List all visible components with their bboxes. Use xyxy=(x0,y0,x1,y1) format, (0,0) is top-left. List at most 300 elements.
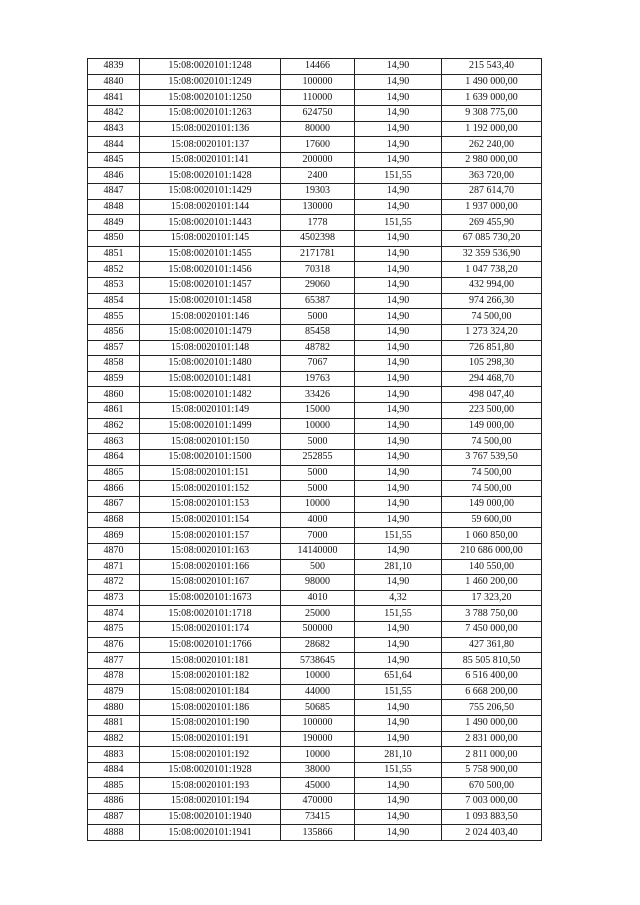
area-cell: 4000 xyxy=(281,512,355,528)
cadastral-number-cell: 15:08:0020101:150 xyxy=(140,434,281,450)
cadastral-number-cell: 15:08:0020101:192 xyxy=(140,747,281,763)
rate-cell: 14,90 xyxy=(355,434,442,450)
area-cell: 500000 xyxy=(281,622,355,638)
rate-cell: 14,90 xyxy=(355,137,442,153)
value-cell: 32 359 536,90 xyxy=(442,246,542,262)
value-cell: 670 500,00 xyxy=(442,778,542,794)
value-cell: 363 720,00 xyxy=(442,168,542,184)
table-row xyxy=(88,90,542,106)
table-row xyxy=(88,512,542,528)
cadastral-number-cell: 15:08:0020101:1479 xyxy=(140,324,281,340)
rate-cell: 14,90 xyxy=(355,184,442,200)
cadastral-number-cell: 15:08:0020101:1263 xyxy=(140,105,281,121)
rate-cell: 14,90 xyxy=(355,246,442,262)
row-number-cell: 4844 xyxy=(88,137,140,153)
area-cell: 4010 xyxy=(281,590,355,606)
cadastral-number-cell: 15:08:0020101:1673 xyxy=(140,590,281,606)
table-row xyxy=(88,747,542,763)
value-cell: 74 500,00 xyxy=(442,481,542,497)
cadastral-number-cell: 15:08:0020101:136 xyxy=(140,121,281,137)
value-cell: 3 788 750,00 xyxy=(442,606,542,622)
rate-cell: 14,90 xyxy=(355,340,442,356)
area-cell: 19763 xyxy=(281,371,355,387)
row-number-cell: 4883 xyxy=(88,747,140,763)
cadastral-number-cell: 15:08:0020101:1499 xyxy=(140,418,281,434)
cadastral-number-cell: 15:08:0020101:145 xyxy=(140,231,281,247)
cadastral-number-cell: 15:08:0020101:1443 xyxy=(140,215,281,231)
rate-cell: 151,55 xyxy=(355,762,442,778)
table-row xyxy=(88,356,542,372)
row-number-cell: 4846 xyxy=(88,168,140,184)
cadastral-number-cell: 15:08:0020101:1456 xyxy=(140,262,281,278)
value-cell: 974 266,30 xyxy=(442,293,542,309)
row-number-cell: 4871 xyxy=(88,559,140,575)
row-number-cell: 4875 xyxy=(88,622,140,638)
rate-cell: 281,10 xyxy=(355,559,442,575)
row-number-cell: 4880 xyxy=(88,700,140,716)
value-cell: 215 543,40 xyxy=(442,59,542,75)
row-number-cell: 4882 xyxy=(88,731,140,747)
value-cell: 5 758 900,00 xyxy=(442,762,542,778)
cadastral-number-cell: 15:08:0020101:174 xyxy=(140,622,281,638)
table-row xyxy=(88,262,542,278)
area-cell: 25000 xyxy=(281,606,355,622)
area-cell: 48782 xyxy=(281,340,355,356)
table-row xyxy=(88,293,542,309)
cadastral-number-cell: 15:08:0020101:1718 xyxy=(140,606,281,622)
row-number-cell: 4841 xyxy=(88,90,140,106)
row-number-cell: 4884 xyxy=(88,762,140,778)
row-number-cell: 4849 xyxy=(88,215,140,231)
area-cell: 98000 xyxy=(281,575,355,591)
value-cell: 1 490 000,00 xyxy=(442,74,542,90)
row-number-cell: 4862 xyxy=(88,418,140,434)
cadastral-number-cell: 15:08:0020101:1457 xyxy=(140,277,281,293)
rate-cell: 14,90 xyxy=(355,356,442,372)
rate-cell: 14,90 xyxy=(355,309,442,325)
cadastral-number-cell: 15:08:0020101:1249 xyxy=(140,74,281,90)
value-cell: 9 308 775,00 xyxy=(442,105,542,121)
rate-cell: 14,90 xyxy=(355,715,442,731)
table-row xyxy=(88,762,542,778)
table-row xyxy=(88,371,542,387)
rate-cell: 14,90 xyxy=(355,700,442,716)
table-row xyxy=(88,184,542,200)
rate-cell: 14,90 xyxy=(355,199,442,215)
table-row xyxy=(88,450,542,466)
cadastral-number-cell: 15:08:0020101:148 xyxy=(140,340,281,356)
value-cell: 17 323,20 xyxy=(442,590,542,606)
area-cell: 2171781 xyxy=(281,246,355,262)
rate-cell: 14,90 xyxy=(355,74,442,90)
table-row xyxy=(88,465,542,481)
area-cell: 1778 xyxy=(281,215,355,231)
row-number-cell: 4872 xyxy=(88,575,140,591)
cadastral-number-cell: 15:08:0020101:191 xyxy=(140,731,281,747)
area-cell: 17600 xyxy=(281,137,355,153)
area-cell: 5000 xyxy=(281,465,355,481)
table-row xyxy=(88,246,542,262)
table-row xyxy=(88,152,542,168)
area-cell: 10000 xyxy=(281,418,355,434)
cadastral-number-cell: 15:08:0020101:194 xyxy=(140,794,281,810)
row-number-cell: 4868 xyxy=(88,512,140,528)
row-number-cell: 4850 xyxy=(88,231,140,247)
cadastral-number-cell: 15:08:0020101:184 xyxy=(140,684,281,700)
table-row xyxy=(88,496,542,512)
table-row xyxy=(88,653,542,669)
area-cell: 200000 xyxy=(281,152,355,168)
rate-cell: 14,90 xyxy=(355,231,442,247)
row-number-cell: 4864 xyxy=(88,450,140,466)
row-number-cell: 4886 xyxy=(88,794,140,810)
value-cell: 726 851,80 xyxy=(442,340,542,356)
rate-cell: 14,90 xyxy=(355,496,442,512)
value-cell: 1 490 000,00 xyxy=(442,715,542,731)
rate-cell: 4,32 xyxy=(355,590,442,606)
area-cell: 14140000 xyxy=(281,543,355,559)
value-cell: 1 192 000,00 xyxy=(442,121,542,137)
table-row xyxy=(88,105,542,121)
area-cell: 190000 xyxy=(281,731,355,747)
area-cell: 65387 xyxy=(281,293,355,309)
area-cell: 10000 xyxy=(281,668,355,684)
row-number-cell: 4856 xyxy=(88,324,140,340)
table-row xyxy=(88,168,542,184)
rate-cell: 14,90 xyxy=(355,794,442,810)
cadastral-number-cell: 15:08:0020101:141 xyxy=(140,152,281,168)
cadastral-number-cell: 15:08:0020101:167 xyxy=(140,575,281,591)
row-number-cell: 4866 xyxy=(88,481,140,497)
value-cell: 140 550,00 xyxy=(442,559,542,575)
rate-cell: 14,90 xyxy=(355,575,442,591)
rate-cell: 651,64 xyxy=(355,668,442,684)
table-row xyxy=(88,403,542,419)
row-number-cell: 4873 xyxy=(88,590,140,606)
rate-cell: 14,90 xyxy=(355,450,442,466)
cadastral-number-cell: 15:08:0020101:1250 xyxy=(140,90,281,106)
area-cell: 19303 xyxy=(281,184,355,200)
table-row xyxy=(88,794,542,810)
table-row xyxy=(88,277,542,293)
cadastral-number-cell: 15:08:0020101:186 xyxy=(140,700,281,716)
area-cell: 5000 xyxy=(281,434,355,450)
row-number-cell: 4848 xyxy=(88,199,140,215)
cadastral-number-cell: 15:08:0020101:1458 xyxy=(140,293,281,309)
rate-cell: 14,90 xyxy=(355,277,442,293)
area-cell: 73415 xyxy=(281,809,355,825)
value-cell: 1 060 850,00 xyxy=(442,528,542,544)
value-cell: 262 240,00 xyxy=(442,137,542,153)
value-cell: 294 468,70 xyxy=(442,371,542,387)
area-cell: 38000 xyxy=(281,762,355,778)
value-cell: 427 361,80 xyxy=(442,637,542,653)
table-row xyxy=(88,324,542,340)
table-row xyxy=(88,825,542,841)
table-row xyxy=(88,684,542,700)
row-number-cell: 4865 xyxy=(88,465,140,481)
table-row xyxy=(88,575,542,591)
area-cell: 50685 xyxy=(281,700,355,716)
table-row xyxy=(88,559,542,575)
area-cell: 28682 xyxy=(281,637,355,653)
value-cell: 1 639 000,00 xyxy=(442,90,542,106)
table-row xyxy=(88,606,542,622)
table-row xyxy=(88,434,542,450)
value-cell: 432 994,00 xyxy=(442,277,542,293)
row-number-cell: 4867 xyxy=(88,496,140,512)
row-number-cell: 4847 xyxy=(88,184,140,200)
area-cell: 5000 xyxy=(281,309,355,325)
cadastral-number-cell: 15:08:0020101:1928 xyxy=(140,762,281,778)
area-cell: 80000 xyxy=(281,121,355,137)
value-cell: 1 093 883,50 xyxy=(442,809,542,825)
cadastral-number-cell: 15:08:0020101:153 xyxy=(140,496,281,512)
table-row xyxy=(88,215,542,231)
value-cell: 269 455,90 xyxy=(442,215,542,231)
area-cell: 500 xyxy=(281,559,355,575)
value-cell: 223 500,00 xyxy=(442,403,542,419)
row-number-cell: 4853 xyxy=(88,277,140,293)
cadastral-number-cell: 15:08:0020101:144 xyxy=(140,199,281,215)
rate-cell: 14,90 xyxy=(355,465,442,481)
area-cell: 130000 xyxy=(281,199,355,215)
area-cell: 85458 xyxy=(281,324,355,340)
value-cell: 2 831 000,00 xyxy=(442,731,542,747)
rate-cell: 281,10 xyxy=(355,747,442,763)
cadastral-number-cell: 15:08:0020101:151 xyxy=(140,465,281,481)
table-row xyxy=(88,137,542,153)
table-row xyxy=(88,418,542,434)
row-number-cell: 4860 xyxy=(88,387,140,403)
area-cell: 45000 xyxy=(281,778,355,794)
table-row xyxy=(88,637,542,653)
value-cell: 498 047,40 xyxy=(442,387,542,403)
rate-cell: 14,90 xyxy=(355,121,442,137)
rate-cell: 14,90 xyxy=(355,653,442,669)
cadastral-number-cell: 15:08:0020101:182 xyxy=(140,668,281,684)
row-number-cell: 4876 xyxy=(88,637,140,653)
cadastral-number-cell: 15:08:0020101:137 xyxy=(140,137,281,153)
table-row xyxy=(88,809,542,825)
cadastral-number-cell: 15:08:0020101:149 xyxy=(140,403,281,419)
rate-cell: 151,55 xyxy=(355,684,442,700)
rate-cell: 14,90 xyxy=(355,262,442,278)
table-row xyxy=(88,543,542,559)
row-number-cell: 4869 xyxy=(88,528,140,544)
row-number-cell: 4854 xyxy=(88,293,140,309)
rate-cell: 14,90 xyxy=(355,543,442,559)
area-cell: 135866 xyxy=(281,825,355,841)
rate-cell: 151,55 xyxy=(355,528,442,544)
row-number-cell: 4845 xyxy=(88,152,140,168)
area-cell: 10000 xyxy=(281,496,355,512)
rate-cell: 14,90 xyxy=(355,105,442,121)
rate-cell: 14,90 xyxy=(355,59,442,75)
table-row xyxy=(88,231,542,247)
rate-cell: 14,90 xyxy=(355,371,442,387)
table-row xyxy=(88,309,542,325)
cadastral-number-cell: 15:08:0020101:1500 xyxy=(140,450,281,466)
cadastral-number-cell: 15:08:0020101:166 xyxy=(140,559,281,575)
row-number-cell: 4878 xyxy=(88,668,140,684)
table-row xyxy=(88,668,542,684)
area-cell: 33426 xyxy=(281,387,355,403)
area-cell: 110000 xyxy=(281,90,355,106)
row-number-cell: 4877 xyxy=(88,653,140,669)
area-cell: 2400 xyxy=(281,168,355,184)
table-row xyxy=(88,528,542,544)
cadastral-number-cell: 15:08:0020101:1940 xyxy=(140,809,281,825)
cadastral-number-cell: 15:08:0020101:154 xyxy=(140,512,281,528)
area-cell: 470000 xyxy=(281,794,355,810)
rate-cell: 151,55 xyxy=(355,606,442,622)
area-cell: 100000 xyxy=(281,74,355,90)
row-number-cell: 4874 xyxy=(88,606,140,622)
area-cell: 100000 xyxy=(281,715,355,731)
row-number-cell: 4879 xyxy=(88,684,140,700)
cadastral-number-cell: 15:08:0020101:1480 xyxy=(140,356,281,372)
area-cell: 15000 xyxy=(281,403,355,419)
table-row xyxy=(88,387,542,403)
rate-cell: 14,90 xyxy=(355,152,442,168)
rate-cell: 14,90 xyxy=(355,403,442,419)
row-number-cell: 4840 xyxy=(88,74,140,90)
cadastral-number-cell: 15:08:0020101:146 xyxy=(140,309,281,325)
cadastral-number-cell: 15:08:0020101:193 xyxy=(140,778,281,794)
area-cell: 7000 xyxy=(281,528,355,544)
rate-cell: 14,90 xyxy=(355,637,442,653)
area-cell: 624750 xyxy=(281,105,355,121)
table-row xyxy=(88,590,542,606)
area-cell: 4502398 xyxy=(281,231,355,247)
row-number-cell: 4843 xyxy=(88,121,140,137)
row-number-cell: 4851 xyxy=(88,246,140,262)
row-number-cell: 4881 xyxy=(88,715,140,731)
value-cell: 1 460 200,00 xyxy=(442,575,542,591)
row-number-cell: 4863 xyxy=(88,434,140,450)
area-cell: 44000 xyxy=(281,684,355,700)
row-number-cell: 4885 xyxy=(88,778,140,794)
value-cell: 7 003 000,00 xyxy=(442,794,542,810)
rate-cell: 14,90 xyxy=(355,622,442,638)
value-cell: 105 298,30 xyxy=(442,356,542,372)
row-number-cell: 4857 xyxy=(88,340,140,356)
value-cell: 287 614,70 xyxy=(442,184,542,200)
cadastral-number-cell: 15:08:0020101:1482 xyxy=(140,387,281,403)
rate-cell: 14,90 xyxy=(355,387,442,403)
area-cell: 5000 xyxy=(281,481,355,497)
table-row xyxy=(88,199,542,215)
cadastral-number-cell: 15:08:0020101:1428 xyxy=(140,168,281,184)
value-cell: 1 937 000,00 xyxy=(442,199,542,215)
cadastral-number-cell: 15:08:0020101:1481 xyxy=(140,371,281,387)
row-number-cell: 4855 xyxy=(88,309,140,325)
value-cell: 2 811 000,00 xyxy=(442,747,542,763)
value-cell: 1 273 324,20 xyxy=(442,324,542,340)
rate-cell: 14,90 xyxy=(355,512,442,528)
cadastral-number-cell: 15:08:0020101:1248 xyxy=(140,59,281,75)
area-cell: 14466 xyxy=(281,59,355,75)
row-number-cell: 4870 xyxy=(88,543,140,559)
value-cell: 1 047 738,20 xyxy=(442,262,542,278)
cadastral-number-cell: 15:08:0020101:1941 xyxy=(140,825,281,841)
cadastral-number-cell: 15:08:0020101:1455 xyxy=(140,246,281,262)
rate-cell: 14,90 xyxy=(355,418,442,434)
value-cell: 210 686 000,00 xyxy=(442,543,542,559)
row-number-cell: 4859 xyxy=(88,371,140,387)
value-cell: 85 505 810,50 xyxy=(442,653,542,669)
value-cell: 74 500,00 xyxy=(442,465,542,481)
area-cell: 70318 xyxy=(281,262,355,278)
value-cell: 149 000,00 xyxy=(442,418,542,434)
row-number-cell: 4861 xyxy=(88,403,140,419)
cadastral-number-cell: 15:08:0020101:1429 xyxy=(140,184,281,200)
area-cell: 252855 xyxy=(281,450,355,466)
value-cell: 149 000,00 xyxy=(442,496,542,512)
rate-cell: 151,55 xyxy=(355,168,442,184)
value-cell: 2 980 000,00 xyxy=(442,152,542,168)
value-cell: 74 500,00 xyxy=(442,309,542,325)
row-number-cell: 4852 xyxy=(88,262,140,278)
row-number-cell: 4858 xyxy=(88,356,140,372)
cadastral-number-cell: 15:08:0020101:190 xyxy=(140,715,281,731)
cadastral-number-cell: 15:08:0020101:181 xyxy=(140,653,281,669)
value-cell: 6 668 200,00 xyxy=(442,684,542,700)
value-cell: 59 600,00 xyxy=(442,512,542,528)
area-cell: 10000 xyxy=(281,747,355,763)
area-cell: 5738645 xyxy=(281,653,355,669)
cadastral-number-cell: 15:08:0020101:163 xyxy=(140,543,281,559)
rate-cell: 14,90 xyxy=(355,809,442,825)
row-number-cell: 4887 xyxy=(88,809,140,825)
table-row xyxy=(88,778,542,794)
table-row xyxy=(88,59,542,75)
value-cell: 3 767 539,50 xyxy=(442,450,542,466)
table-row xyxy=(88,622,542,638)
rate-cell: 14,90 xyxy=(355,293,442,309)
rate-cell: 14,90 xyxy=(355,90,442,106)
cadastral-number-cell: 15:08:0020101:1766 xyxy=(140,637,281,653)
table-row xyxy=(88,121,542,137)
rate-cell: 14,90 xyxy=(355,481,442,497)
row-number-cell: 4888 xyxy=(88,825,140,841)
rate-cell: 14,90 xyxy=(355,778,442,794)
row-number-cell: 4842 xyxy=(88,105,140,121)
table-row xyxy=(88,700,542,716)
area-cell: 29060 xyxy=(281,277,355,293)
area-cell: 7067 xyxy=(281,356,355,372)
value-cell: 74 500,00 xyxy=(442,434,542,450)
cadastral-number-cell: 15:08:0020101:152 xyxy=(140,481,281,497)
table-row xyxy=(88,340,542,356)
value-cell: 2 024 403,40 xyxy=(442,825,542,841)
rate-cell: 14,90 xyxy=(355,825,442,841)
cadastral-number-cell: 15:08:0020101:157 xyxy=(140,528,281,544)
rate-cell: 151,55 xyxy=(355,215,442,231)
table-row xyxy=(88,715,542,731)
value-cell: 6 516 400,00 xyxy=(442,668,542,684)
row-number-cell: 4839 xyxy=(88,59,140,75)
table-row xyxy=(88,74,542,90)
value-cell: 7 450 000,00 xyxy=(442,622,542,638)
table-row xyxy=(88,481,542,497)
value-cell: 67 085 730,20 xyxy=(442,231,542,247)
value-cell: 755 206,50 xyxy=(442,700,542,716)
table-row xyxy=(88,731,542,747)
rate-cell: 14,90 xyxy=(355,324,442,340)
table-body xyxy=(88,59,542,841)
